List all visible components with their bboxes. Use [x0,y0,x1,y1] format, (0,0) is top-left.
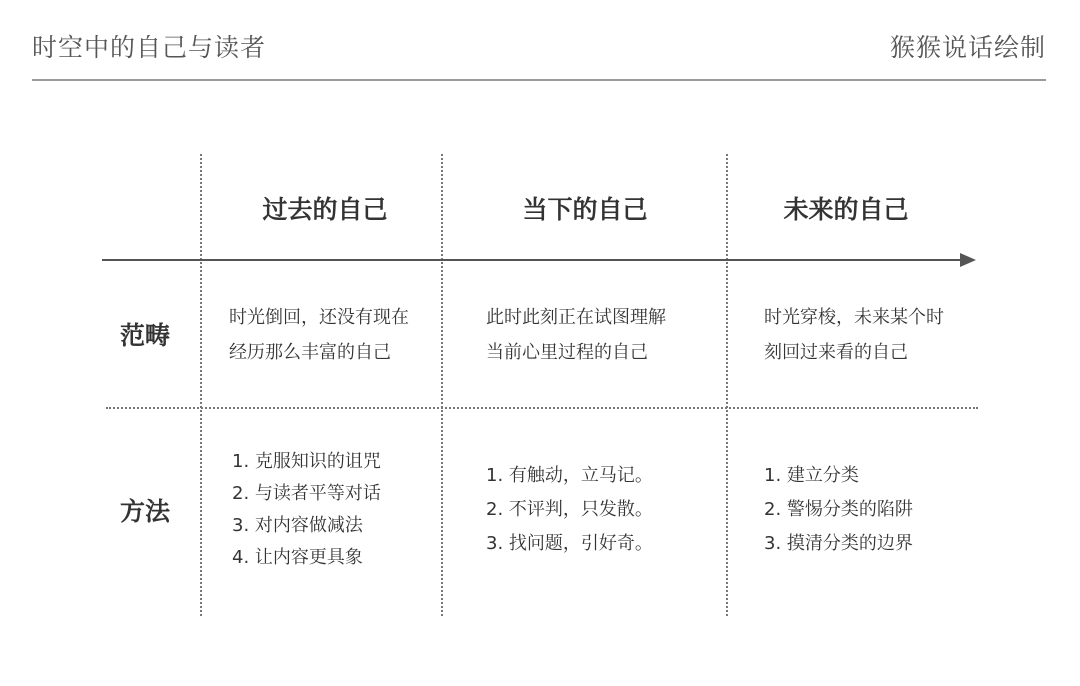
cell-line: 经历那么丰富的自己 [229,342,391,363]
page-title: 时空中的自己与读者 [32,33,267,62]
row-header-method: 方法 [119,497,170,526]
cell-scope-future [764,300,944,370]
cell-method-past [232,446,381,574]
cell-scope-present [486,300,666,370]
column-header-future: 未来的自己 [783,195,909,224]
column-header-present: 当下的自己 [522,195,648,224]
cell-line: 当前心里过程的自己 [486,342,648,363]
cell-line: 1. 建立分类 [764,465,859,486]
header-divider [32,79,1046,81]
grid-hline [106,407,978,409]
grid-vline-1 [200,154,202,616]
cell-line: 2. 与读者平等对话 [232,483,381,504]
cell-line: 3. 摸清分类的边界 [764,533,913,554]
cell-line: 4. 让内容更具象 [232,547,363,568]
cell-line: 3. 对内容做减法 [232,515,363,536]
cell-line: 刻回过来看的自己 [764,342,908,363]
page-credit: 猴猴说话绘制 [889,33,1046,62]
row-header-scope: 范畴 [119,321,170,350]
cell-line: 此时此刻正在试图理解 [486,307,666,328]
timeline-arrow-head [960,253,976,267]
timeline-arrow-line [102,259,962,261]
cell-line: 2. 警惕分类的陷阱 [764,499,913,520]
cell-line: 1. 有触动，立马记。 [486,465,653,486]
cell-line: 1. 克服知识的诅咒 [232,451,381,472]
cell-method-future [764,459,913,561]
cell-line: 时光倒回，还没有现在 [229,307,409,328]
cell-line: 2. 不评判，只发散。 [486,499,653,520]
column-header-past: 过去的自己 [262,195,388,224]
cell-line: 时光穿梭，未来某个时 [764,307,944,328]
cell-line: 3. 找问题，引好奇。 [486,533,653,554]
cell-scope-past [229,300,409,370]
cell-method-present [486,459,653,561]
